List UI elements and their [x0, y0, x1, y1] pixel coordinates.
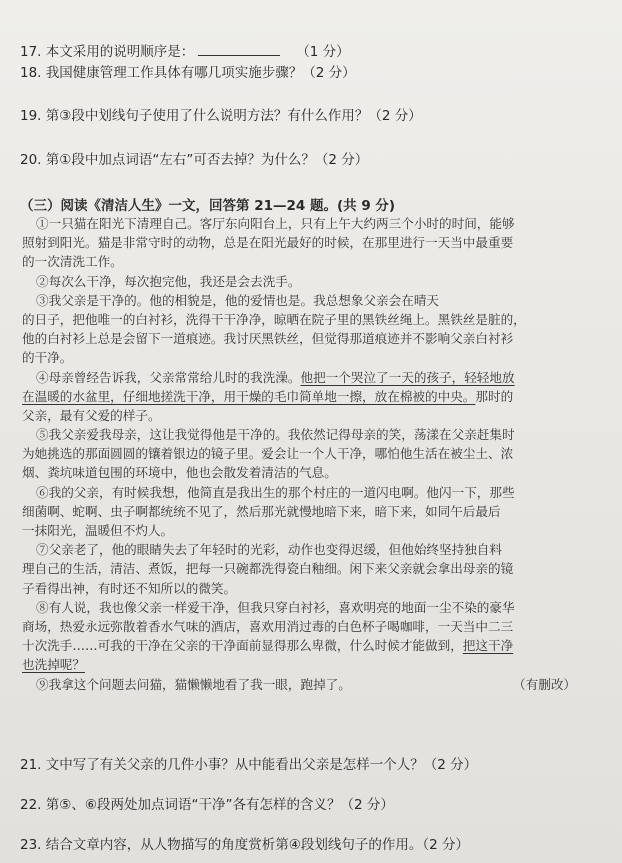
underlined-sentence: 他把一个哭泣了一天的孩子，轻轻地放	[300, 369, 515, 385]
passage-line: ⑤我父亲爱我母亲，这让我觉得他是干净的。我依然记得母亲的笑，荡漾在父亲赶集时	[36, 427, 515, 443]
passage-line	[22, 636, 604, 655]
question-17-score: （1 分）	[296, 44, 350, 60]
question-22: 22. 第⑤、⑥段两处加点词语“干净”各有怎样的含义？（2 分）	[20, 797, 394, 813]
edited-note: （有删改）	[513, 676, 576, 692]
question-21: 21. 文中写了有关父亲的几件小事？从中能看出父亲是怎样一个人？（2 分）	[20, 757, 478, 773]
passage-line	[22, 675, 604, 694]
passage-line: ⑦父亲老了，他的眼睛失去了年轻时的光彩，动作也变得迟缓，但他始终坚持独自料	[36, 542, 502, 558]
passage-line: 烟、粪坑味道包围的环境中，他也会散发着清洁的气息。	[22, 465, 337, 481]
passage-text: 那时的	[475, 388, 514, 404]
question-19: 19. 第③段中划线句子使用了什么说明方法？有什么作用？（2 分）	[20, 108, 422, 124]
passage-line: 子看得出神，有时还不知所以的微笑。	[22, 580, 237, 596]
passage-line: 他的白衬衫上总是会留下一道痕迹。我讨厌黑铁丝，但觉得那道痕迹并不影响父亲白衬衫	[22, 331, 514, 347]
passage-line	[22, 368, 604, 387]
passage-line: 细菌啊、蛇啊、虫子啊都统统不见了，然后那光就慢地暗下来，暗下来，如同午后最后	[22, 503, 501, 519]
passage-line: ②每次么干净，每次抱完他，我还是会去洗手。	[36, 273, 301, 289]
question-17	[20, 43, 350, 60]
passage-line: 父亲，最有父爱的样子。	[22, 407, 161, 423]
passage-line: ⑥我的父亲，有时候我想，他简直是我出生的那个村庄的一道闪电啊。他闪一下，那些	[36, 484, 515, 500]
passage-line: 的日子，把他唯一的白衬衫，洗得干干净净，晾晒在院子里的黑铁丝绳上。黑铁丝是脏的，	[22, 311, 526, 327]
reading-passage	[22, 214, 604, 694]
passage-line: 为她挑选的那面圆圆的镶着银边的镜子里。爱会让一个人干净，哪怕他生活在被尘土、浓	[22, 446, 514, 462]
question-17-text: 17. 本文采用的说明顺序是：	[20, 44, 195, 60]
underlined-sentence: 在温暖的水盆里，仔细地搓洗干净，用干燥的毛巾简单地一擦，放在棉被的中央。	[22, 388, 476, 404]
question-18: 18. 我国健康管理工作具体有哪几项实施步骤？（2 分）	[20, 65, 356, 81]
question-23: 23. 结合文章内容，从人物描写的角度赏析第④段划线句子的作用。（2 分）	[20, 837, 469, 853]
passage-line: 理自己的生活，清洁、煮饭，把每一只碗都洗得瓷白釉细。闲下来父亲就会拿出母亲的镜	[22, 561, 514, 577]
passage-line: ①一只猫在阳光下清理自己。客厅东向阳台上，只有上午大约两三个小时的时间，能够	[36, 216, 515, 231]
passage-line: ⑧有人说，我也像父亲一样爱干净，但我只穿白衬衫，喜欢明亮的地面一尘不染的豪华	[36, 599, 515, 615]
underlined-sentence: 也洗掉呢？	[22, 657, 85, 673]
passage-line: 照射到阳光。猫是非常守时的动物，总是在阳光最好的时候，在那里进行一天当中最重要	[22, 235, 514, 251]
passage-line: 商场，热爱永远弥散着香水气味的酒店，喜欢用消过毒的白色杯子喝咖啡，一天当中二三	[22, 618, 514, 634]
question-20: 20. 第①段中加点词语“左右”可否去掉？为什么？（2 分）	[20, 152, 369, 168]
passage-line	[22, 387, 604, 406]
passage-line: 的一次清洗工作。	[22, 254, 123, 270]
passage-line: ③我父亲是干净的。他的相貌是，他的爱情也是。我总想象父亲会在晴天	[36, 292, 439, 308]
underlined-sentence: 把这干净	[462, 638, 514, 654]
passage-line: 的干净。	[22, 350, 73, 366]
passage-line: 一抹阳光，温暖但不灼人。	[22, 523, 174, 538]
answer-blank	[198, 43, 280, 56]
section-heading: （三）阅读《清洁人生》一文，回答第 21—24 题。(共 9 分)	[20, 198, 396, 214]
passage-line	[22, 655, 604, 674]
passage-text: ⑨我拿这个问题去问猫，猫懒懒地看了我一眼，跑掉了。	[36, 676, 351, 692]
passage-text: ④母亲曾经告诉我，父亲常常给儿时的我洗澡。	[36, 369, 301, 385]
passage-text: 十次洗手……可我的干净在父亲的干净面前显得那么卑微，什么时候才能做到，	[22, 638, 463, 654]
